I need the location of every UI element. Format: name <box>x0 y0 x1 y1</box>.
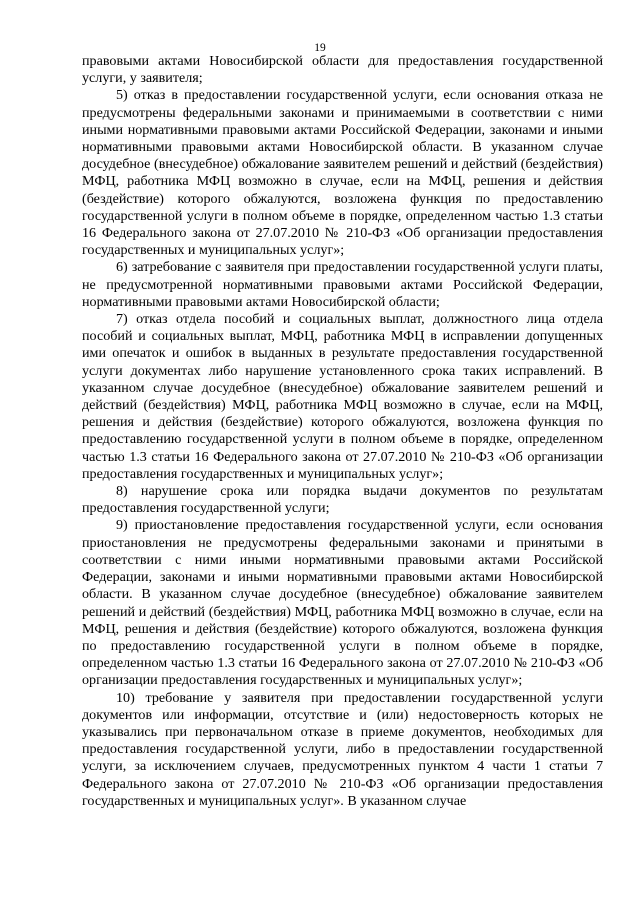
paragraph-item-9: 9) приостановление предоставления государственной услуги, если основания приостановления не предусмотрены федеральными законами и принятыми в соответствии с ними иными нормативными правовыми актами Российской Федерации, законами и иными нормативными правовыми актами Новосибирской области. В указанном случае досудебное (внесудебное) обжалование заявителем решений и действий (бездействия) МФЦ, работника МФЦ возможно в случае, если на МФЦ, решения и действия (бездействие) которого обжалуются, возложена функция по предоставлению государственной услуги в полном объеме в порядке, определенном частью 1.3 статьи 16 Федерального закона от 27.07.2010 № 210-ФЗ «Об организации предоставления государственных и муниципальных услуг»; <box>82 517 603 689</box>
paragraph-item-8: 8) нарушение срока или порядка выдачи документов по результатам предоставления государственной услуги; <box>82 483 603 517</box>
paragraph-item-7: 7) отказ отдела пособий и социальных выплат, должностного лица отдела пособий и социальных выплат, МФЦ, работника МФЦ в исправлении допущенных ими опечаток и ошибок в выданных в результате предоставления государственной услуги документах либо нарушение установленного срока таких исправлений. В указанном случае досудебное (внесудебное) обжалование заявителем решений и действий (бездействия) МФЦ, работника МФЦ возможно в случае, если на МФЦ, решения и действия (бездействие) которого обжалуются, возложена функция по предоставлению государственной услуги в полном объеме в порядке, определенном частью 1.3 статьи 16 Федерального закона от 27.07.2010 № 210-ФЗ «Об организации предоставления государственных и муниципальных услуг»; <box>82 311 603 482</box>
document-body <box>82 53 603 810</box>
paragraph-item-5: 5) отказ в предоставлении государственной услуги, если основания отказа не предусмотрены федеральными законами и принимаемыми в соответствии с ними иными нормативными правовыми актами Российской Федерации, законами и иными нормативными правовыми актами Новосибирской области. В указанном случае досудебное (внесудебное) обжалование заявителем решений и действий (бездействия) МФЦ, работника МФЦ возможно в случае, если на МФЦ, решения и действия (бездействие) которого обжалуются, возложена функция по предоставлению государственной услуги в полном объеме в порядке, определенном частью 1.3 статьи 16 Федерального закона от 27.07.2010 № 210-ФЗ «Об организации предоставления государственных и муниципальных услуг»; <box>82 87 603 259</box>
paragraph-item-6: 6) затребование с заявителя при предоставлении государственной услуги платы, не предусмотренной нормативными правовыми актами Российской Федерации, нормативными правовыми актами Новосибирской области; <box>82 259 603 310</box>
paragraph-item-10: 10) требование у заявителя при предоставлении государственной услуги документов или информации, отсутствие и (или) недостоверность которых не указывались при первоначальном отказе в приеме документов, необходимых для предоставления государственной услуги, либо в предоставлении государственной услуги, за исключением случаев, предусмотренных пунктом 4 части 1 статьи 7 Федерального закона от 27.07.2010 № 210-ФЗ «Об организации предоставления государственных и муниципальных услуг». В указанном случае <box>82 689 603 809</box>
page-number: 19 <box>314 42 326 54</box>
paragraph-continuation: правовыми актами Новосибирской области для предоставления государственной услуги, у заявителя; <box>82 53 603 87</box>
